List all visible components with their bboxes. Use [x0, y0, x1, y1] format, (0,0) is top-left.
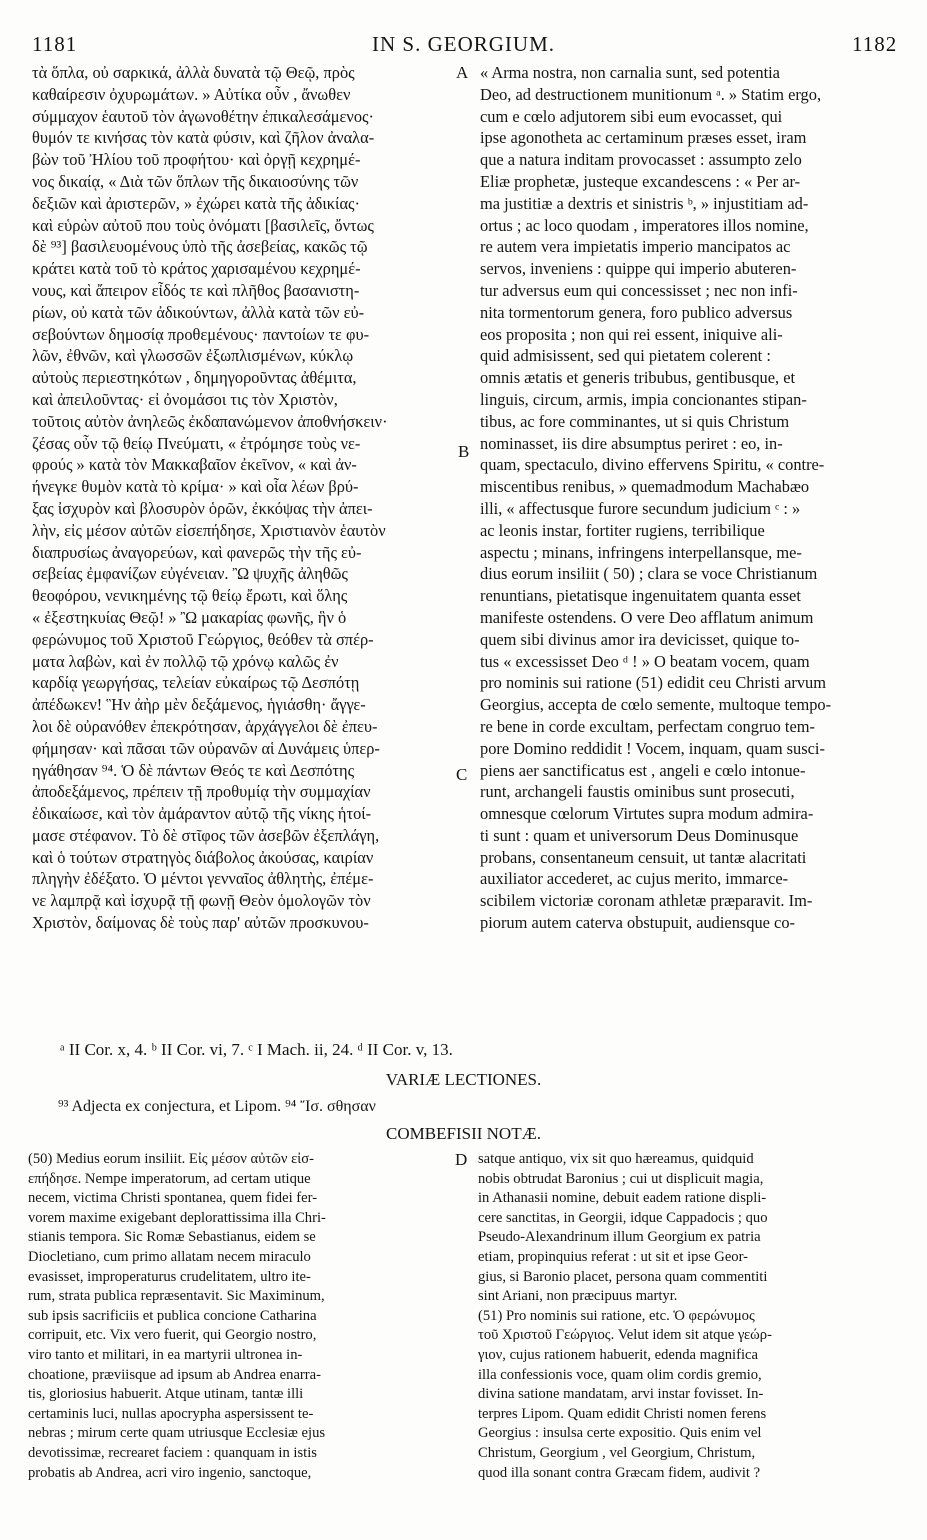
- note-line: επήδησε. Nempe imperatorum, ad certam utique: [28, 1170, 311, 1187]
- note-line: terpres Lipom. Quam edidit Christi nomen ferens: [478, 1405, 767, 1422]
- greek-text-line: πληγὴν ἐδέξατο. Ὁ μέντοι γενναῖος ἀθλητὴς, ἐπέμε-: [32, 869, 374, 889]
- notes-left-column: [28, 1150, 326, 1483]
- latin-text-line: Deo, ad destructionem munitionum ᵃ. » Statim ergo,: [480, 84, 822, 104]
- greek-text-line: ἐδικαίωσε, καὶ τὸν ἀμάραντον αὐτῷ τῆς νίκης ἡτοί-: [32, 804, 372, 824]
- latin-text-line: auxiliator accederet, ac cujus merito, immarce-: [480, 869, 789, 889]
- greek-text-line: καὶ ἀπειλοῦντας· εἰ ὀνομάσοι τις τὸν Χριστὸν,: [32, 389, 338, 409]
- note-line: sub ipsis sacrificiis et publica concione Catharina: [28, 1307, 317, 1324]
- greek-text-line: « ἐξεστηκυίας Θεῷ! » Ὢ μακαρίας φωνῆς, ἣν ὁ: [32, 607, 347, 627]
- greek-text-line: καθαίρεσιν ὀχυρωμάτων. » Αὐτίκα οὖν , ἄνωθεν: [32, 84, 351, 104]
- note-line: probatis ab Andrea, acri viro ingenio, sanctoque,: [28, 1464, 312, 1481]
- greek-text-line: λοι δὲ οὐρανόθεν ἐπεκρότησαν, ἀρχάγγελοι δὲ ἐπευ-: [32, 716, 378, 736]
- latin-text-line: runt, archangeli faustis ominibus sunt prosecuti,: [480, 782, 795, 802]
- note-line: vorem maxime exigebant deplorattissima illa Chri-: [28, 1209, 326, 1226]
- latin-text-line: aspectu ; minans, infringens interpellansque, me-: [480, 542, 802, 562]
- margin-letter-d: D: [455, 1150, 468, 1169]
- note-line: in Athanasii nomine, debuit eadem ratione displi-: [478, 1190, 767, 1207]
- latin-text-line: tur adversus eum qui concessisset ; nec non infi-: [480, 280, 798, 300]
- note-line: sint Ariani, non præcipuus martyr.: [478, 1288, 678, 1305]
- note-line: quod illa sonant contra Græcam fidem, audivit ?: [478, 1464, 761, 1481]
- greek-text-line: σύμμαχον ἑαυτοῦ τὸν ἀγωνοθέτην ἐπικαλεσάμενος·: [32, 106, 374, 126]
- greek-text-line: ἀπέδωκεν! Ἣν ἀὴρ μὲν δεξάμενος, ἡγιάσθη· ἄγγε-: [32, 695, 366, 715]
- latin-text-line: scibilem victoriæ coronam athletæ præparavit. Im-: [480, 891, 813, 911]
- latin-text-line: cum e cœlo adjutorem sibi eum evocasset, qui: [480, 106, 783, 126]
- latin-text-line: omnesque cœlorum Virtutes supra modum admira-: [480, 804, 814, 824]
- margin-letter-a: A: [456, 63, 469, 82]
- latin-text-line: ipse agonotheta ac certaminum præses esset, iram: [480, 128, 807, 148]
- note-line: Georgius : insulsa certe expositio. Quis enim vel: [478, 1425, 762, 1442]
- greek-text-line: ρίων, οὐ κατὰ τῶν ἀδικούντων, ἀλλὰ κατὰ τῶν εὐ-: [32, 302, 365, 322]
- greek-text-line: ξας ἰσχυρὸν καὶ βλοσυρὸν ὁρῶν, ἐκκόψας τὴν ἀπει-: [32, 498, 373, 518]
- note-line: Diocletiano, cum primo allatam necem miraculo: [28, 1248, 311, 1265]
- greek-text-line: καρδίᾳ γεωργήσας, τελείαν εὐκαίρως τῷ Δεσπότῃ: [32, 673, 360, 693]
- latin-text-line: nominasset, iis dire absumptus periret : eo, in-: [480, 433, 783, 453]
- note-line: illa confessionis voce, quam olim cordis gremio,: [478, 1366, 762, 1383]
- note-line: cere sanctitas, in Georgii, idque Cappadocis ; quo: [478, 1209, 768, 1226]
- greek-text-line: διαπρυσίως ἀναγορεύων, καὶ φανερῶς τὴν τῆς εὐ-: [32, 542, 362, 562]
- note-line: divina satione mandatam, arvi instar fovisset. In-: [478, 1386, 764, 1403]
- greek-text-line: φρούς » κατὰ τὸν Μακκαβαῖον ἐκεῖνον, « καὶ ἀν-: [32, 455, 357, 475]
- latin-text-line: renuntians, pietatisque ingenuitatem quanta esset: [480, 586, 801, 606]
- running-title: IN S. GEORGIUM.: [372, 32, 555, 56]
- latin-text-line: Georgius, accepta de cœlo semente, multoque tempo-: [480, 695, 832, 715]
- greek-text-line: φερώνυμος τοῦ Χριστοῦ Γεώργιος, θεόθεν τὰ σπέρ-: [32, 629, 374, 649]
- greek-text-line: τοῦτοις αὐτὸν ἀνηλεῶς ἐκδαπανώμενον ἀποθνήσκειν·: [32, 411, 388, 431]
- latin-text-line: ac leonis instar, fortiter rugiens, terribilique: [480, 520, 765, 540]
- note-line: etiam, propinquius referat : ut sit et ipse Geor-: [478, 1248, 749, 1265]
- latin-text-line: ti sunt : quam et universorum Deus Dominusque: [480, 825, 799, 845]
- note-line: stianis tempora. Sic Romæ Sebastianus, eidem se: [28, 1229, 316, 1246]
- note-line: evasisset, improperaturus crudelitatem, ultro ite-: [28, 1268, 311, 1285]
- page-number-left: 1181: [32, 32, 78, 56]
- latin-text-line: ma justitiæ a dextris et sinistris ᵇ, » injustitiam ad-: [480, 193, 809, 213]
- latin-text-line: nita tormentorum genera, foro publico adversus: [480, 302, 793, 322]
- note-line: τοῦ Χριστοῦ Γεώργιος. Velut idem sit atque γεώρ-: [478, 1327, 772, 1344]
- note-line: gius, si Baronio placet, persona quam commentiti: [478, 1268, 768, 1285]
- latin-text-line: piens aer sanctificatus est , angeli e cœlo intonue-: [480, 760, 806, 780]
- greek-text-line: σεβούντων δημοσίᾳ προθεμένους· παντοίων τε φυ-: [32, 324, 370, 344]
- variae-lectiones-title: VARIÆ LECTIONES.: [385, 1070, 542, 1089]
- greek-text-line: νος δικαίᾳ, « Διὰ τῶν ὅπλων τῆς δικαιοσύνης τῶν: [32, 171, 359, 191]
- note-line: (50) Medius eorum insiliit. Εἰς μέσον αὐτῶν εἰσ-: [28, 1151, 314, 1167]
- greek-text-line: φήμησαν· καὶ πᾶσαι τῶν οὐρανῶν αἱ Δυνάμεις ὑπερ-: [32, 738, 380, 758]
- greek-text-line: ἀποδεξάμενος, πρέπειν τῇ προθυμίᾳ τὴν συμμαχίαν: [32, 782, 371, 802]
- note-line: devotissimæ, recrearet faciem : quanquam in istis: [28, 1444, 317, 1461]
- latin-text-line: tus « excessisset Deo ᵈ ! » O beatam vocem, quam: [480, 651, 810, 671]
- latin-text-line: probans, consentaneum censuit, ut tantæ alacritati: [480, 847, 807, 867]
- variae-lectiones-text: ⁹³ Adjecta ex conjectura, et Lipom. ⁹⁴ Ἴσ. σθησαν: [58, 1098, 376, 1115]
- latin-text-line: « Arma nostra, non carnalia sunt, sed potentia: [480, 63, 780, 82]
- note-line: tis, gloriosius habuerit. Atque utinam, tantæ illi: [28, 1386, 304, 1403]
- latin-text-line: omnis ætatis et generis tribubus, gentibusque, et: [480, 368, 796, 388]
- greek-text-line: δεξιῶν καὶ ἀριστερῶν, » ἐχώρει κατὰ τῆς ἀδικίας·: [32, 193, 360, 213]
- latin-text-column: [480, 62, 831, 934]
- note-line: Pseudo-Alexandrinum illum Georgium ex patria: [478, 1229, 761, 1246]
- note-line: rum, strata publica repræsentavit. Sic Maximinum,: [28, 1288, 325, 1305]
- greek-text-line: θυμόν τε κινήσας τὸν κατὰ φύσιν, καὶ ζῆλον ἀναλα-: [32, 128, 375, 148]
- scripture-footnotes: ᵃ II Cor. x, 4. ᵇ II Cor. vi, 7. ᶜ I Mach. ii, 24. ᵈ II Cor. v, 13.: [60, 1040, 453, 1059]
- latin-text-line: servos, inveniens : quippe qui imperio abuteren-: [480, 259, 797, 279]
- note-line: γιον, cujus rationem habuerit, edenda magnifica: [478, 1346, 758, 1363]
- latin-text-line: piorum autem caterva obstupuit, audiensque co-: [480, 913, 795, 933]
- latin-text-line: ortus ; ac loco quodam , imperatores illos nomine,: [480, 215, 809, 235]
- greek-text-column: [32, 62, 388, 934]
- greek-text-line: νε λαμπρᾷ καὶ ἰσχυρᾷ τῇ φωνῇ Θεὸν ὁμολογῶν τὸν: [32, 891, 371, 911]
- greek-text-line: ήνεγκε θυμὸν κατὰ τὸ κρίμα· » καὶ οἷα λέων βρύ-: [32, 477, 359, 497]
- latin-text-line: manifeste ostendens. O vere Deo afflatum animum: [480, 607, 814, 627]
- notes-title: COMBEFISII NOTÆ.: [386, 1124, 541, 1143]
- latin-text-line: quid admisissent, sed qui pietatem colerent :: [480, 346, 771, 366]
- latin-text-line: miscentibus renibus, » quemadmodum Machabæo: [480, 477, 810, 497]
- greek-text-line: νους, καὶ ἄπειρον εἶδός τε καὶ πλῆθος βασανιστη-: [32, 280, 360, 300]
- greek-text-line: καὶ ὁ τούτων στρατηγὸς διάβολος ἀκούσας, καιρίαν: [32, 847, 374, 867]
- greek-text-line: λὴν, εἰς μέσον αὐτῶν εἰσεπήδησε, Χριστιανὸν ἑαυτὸν: [32, 520, 386, 540]
- note-line: Christum, Georgium , vel Georgium, Christum,: [478, 1444, 756, 1461]
- notes-right-column: [478, 1150, 772, 1483]
- latin-text-line: quem sibi divinus amor ira devicisset, quique to-: [480, 629, 800, 649]
- greek-text-line: βὼν τοῦ Ἠλίου τοῦ προφήτου· καὶ ὀργῇ κεχρημέ-: [32, 150, 361, 170]
- latin-text-line: re bene in corde excultam, perfectam congruo tem-: [480, 716, 815, 736]
- greek-text-line: τὰ ὅπλα, οὐ σαρκικά, ἀλλὰ δυνατὰ τῷ Θεῷ, πρὸς: [32, 63, 355, 82]
- margin-letter-c: C: [456, 765, 468, 784]
- greek-text-line: λῶν, ἐθνῶν, καὶ γλωσσῶν ἐξωπλισμένων, κύκλῳ: [32, 346, 354, 366]
- note-line: nobis obtrudat Baronius ; cui ut displicuit magia,: [478, 1170, 764, 1187]
- latin-text-line: pro nominis sui ratione (51) edidit ceu Christi arvum: [480, 673, 826, 693]
- latin-text-line: pore Domino reddidit ! Vocem, inquam, quam susci-: [480, 738, 825, 758]
- greek-text-line: ματα λαβὼν, καὶ ἐν πολλῷ τῷ χρόνῳ καλῶς ἐν: [32, 651, 339, 671]
- greek-text-line: κράτει κατὰ τοῦ τὸ κράτος χαρισαμένου κεχρημέ-: [32, 259, 361, 279]
- greek-text-line: δὲ ⁹³] βασιλευομένους ὑπὸ τῆς ἀσεβείας, κακῶς τῷ: [32, 237, 368, 257]
- greek-text-line: Χριστὸν, δαίμονας δὲ τοὺς παρ' αὐτῶν προσκυνου-: [32, 913, 369, 933]
- latin-text-line: re autem vera impietatis imperio mancipatos ac: [480, 237, 791, 257]
- latin-text-line: dius eorum insiliit ( 50) ; clara se voce Christianum: [480, 564, 818, 584]
- note-line: viro tanto et militari, in ea martyrii ultronea in-: [28, 1346, 303, 1363]
- latin-text-line: quam, spectaculo, divino effervens Spiritu, « contre-: [480, 455, 825, 475]
- note-line: satque antiquo, vix sit quo hæreamus, quidquid: [478, 1151, 754, 1167]
- note-line: choatione, præviisque ad ipsum ab Andrea enarra-: [28, 1366, 321, 1383]
- latin-text-line: illi, « affectusque furore secundum judicium ᶜ : »: [480, 498, 801, 518]
- note-line: corripuit, etc. Vix vero fuerit, qui Georgio nostro,: [28, 1327, 317, 1344]
- greek-text-line: σεβείας ἐμφανίζων εὐγένειαν. Ὢ ψυχῆς ἀληθῶς: [32, 564, 348, 584]
- note-line: certaminis luci, nullas apocrypha aspersissent te-: [28, 1405, 314, 1422]
- greek-text-line: θεοφόρου, νενικημένης τῷ θείῳ ἔρωτι, καὶ ὅλης: [32, 586, 348, 606]
- note-line: (51) Pro nominis sui ratione, etc. Ὁ φερώνυμος: [478, 1307, 755, 1324]
- greek-text-line: ηγάθησαν ⁹⁴. Ὁ δὲ πάντων Θεός τε καὶ Δεσπότης: [32, 760, 355, 780]
- latin-text-line: eos proposita ; non qui rei essent, iniquive ali-: [480, 324, 783, 344]
- latin-text-line: linguis, circum, armis, impia concionantes stipan-: [480, 389, 807, 409]
- page-number-right: 1182: [852, 32, 898, 56]
- latin-text-line: que a natura inditam provocasset : assumpto zelo: [480, 150, 802, 170]
- greek-text-line: μασε στέφανον. Τὸ δὲ στῖφος τῶν ἀσεβῶν ἐξεπλάγη,: [32, 825, 380, 845]
- note-line: nebras ; mirum certe quam utriusque Ecclesiæ ejus: [28, 1425, 326, 1442]
- greek-text-line: καὶ εὑρὼν αὐτοῦ που τοὺς ὀνόματι [βασιλεῖς, ὄντως: [32, 215, 374, 235]
- note-line: necem, victima Christi spontanea, quem fidei fer-: [28, 1190, 318, 1207]
- latin-text-line: Eliæ prophetæ, justeque excandescens : « Per ar-: [480, 171, 801, 191]
- margin-letter-b: B: [458, 442, 470, 461]
- greek-text-line: αὐτοὺς περιεστηκότων , δημηγοροῦντας ἀθέμιτα,: [32, 368, 357, 388]
- latin-text-line: tibus, ac fore comminantes, ut si quis Christum: [480, 411, 790, 431]
- greek-text-line: ζέσας οὖν τῷ θείῳ Πνεύματι, « ἐτρόμησε τοὺς νε-: [32, 433, 361, 453]
